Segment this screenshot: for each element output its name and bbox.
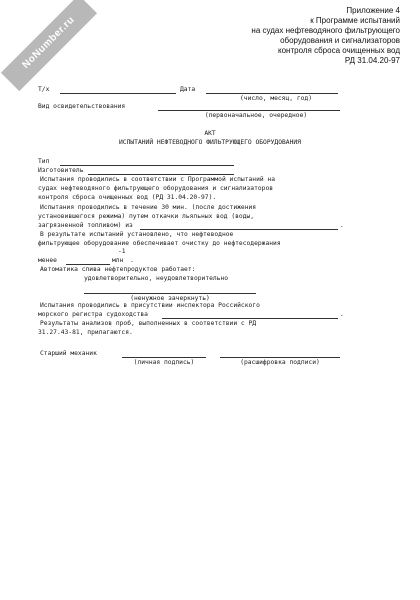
date-label: Дата bbox=[180, 86, 196, 93]
survey-hint: (первоначальное, очередное) bbox=[204, 112, 308, 119]
type-label: Тип bbox=[38, 158, 50, 165]
header-line: к Программе испытаний bbox=[310, 16, 400, 25]
survey-label: Вид освидетельствования bbox=[38, 103, 126, 110]
period: . bbox=[340, 311, 344, 318]
body-text: судах нефтеводяного фильтрующего оборудования и сигнализаторов bbox=[38, 185, 274, 192]
source-field[interactable] bbox=[140, 229, 338, 230]
body-text: фильтрующее оборудование обеспечивает очистку до нефтесодержания bbox=[38, 240, 281, 247]
survey-field[interactable] bbox=[158, 110, 340, 111]
date-hint: (число, месяц, год) bbox=[239, 95, 313, 102]
watermark: NoNumber.ru bbox=[1, 0, 97, 91]
strike-hint: (ненужное зачеркнуть) bbox=[130, 295, 210, 302]
oil-content-field[interactable] bbox=[66, 264, 110, 265]
body-text: Испытания проводились в течение 30 мин. (после достижения bbox=[40, 204, 257, 211]
body-text: В результате испытаний установлено, что нефтеводное bbox=[40, 231, 234, 238]
tx-label: Т/х bbox=[38, 86, 50, 93]
header-line: Приложение 4 bbox=[346, 6, 400, 15]
body-text: контроля сброса очищенных вод (РД 31.04.20-97). bbox=[38, 194, 217, 201]
act-title: АКТ bbox=[204, 130, 216, 137]
less-label: менее bbox=[38, 257, 57, 264]
signature-field[interactable] bbox=[122, 357, 206, 358]
signature-name-hint: (расшифровка подписи) bbox=[240, 359, 320, 366]
period: . bbox=[130, 257, 134, 264]
header-line: на судах нефтеводяного фильтрующего bbox=[251, 26, 400, 35]
type-field[interactable] bbox=[60, 165, 234, 166]
body-text: Автоматика слива нефтепродуктов работает: bbox=[40, 266, 196, 273]
tx-field[interactable] bbox=[60, 93, 176, 94]
appendix-header bbox=[251, 6, 400, 66]
header-line: РД 31.04.20-97 bbox=[344, 56, 400, 65]
body-text: морского регистра судоходства bbox=[38, 311, 148, 318]
automation-field[interactable] bbox=[84, 293, 256, 294]
period: . bbox=[340, 222, 344, 229]
body-text: удовлетворительно, неудовлетворительно bbox=[84, 275, 229, 282]
signature-role: Старший механик bbox=[40, 350, 97, 357]
header-line: контроля сброса очищенных вод bbox=[278, 46, 400, 55]
date-field[interactable] bbox=[206, 93, 338, 94]
body-text: загрязненной топливом) из bbox=[38, 222, 133, 229]
signature-name-field[interactable] bbox=[220, 357, 340, 358]
body-text: Испытания проводились в соответствии с Программой испытаний на bbox=[40, 176, 276, 183]
body-text: 31.27.43-81, прилагаются. bbox=[38, 329, 133, 336]
maker-field[interactable] bbox=[88, 174, 234, 175]
act-subtitle: ИСПЫТАНИЙ НЕФТЕВОДНОГО ФИЛЬТРУЮЩЕГО ОБОРУДОВАНИЯ bbox=[119, 139, 301, 146]
maker-label: Изготовитель bbox=[38, 167, 84, 174]
superscript: -1 bbox=[118, 248, 126, 255]
mln-label: млн bbox=[112, 257, 124, 264]
body-text: установившегося режима) путем откачки льяльных вод (воды, bbox=[38, 213, 255, 220]
body-text: Испытания проводились в присутствии инспектора Российского bbox=[40, 302, 260, 309]
inspector-field[interactable] bbox=[162, 318, 338, 319]
signature-hint: (личная подпись) bbox=[133, 359, 195, 366]
header-line: оборудования и сигнализаторов bbox=[280, 36, 400, 45]
body-text: Результаты анализов проб, выполненных в соответствии с РД bbox=[40, 320, 257, 327]
